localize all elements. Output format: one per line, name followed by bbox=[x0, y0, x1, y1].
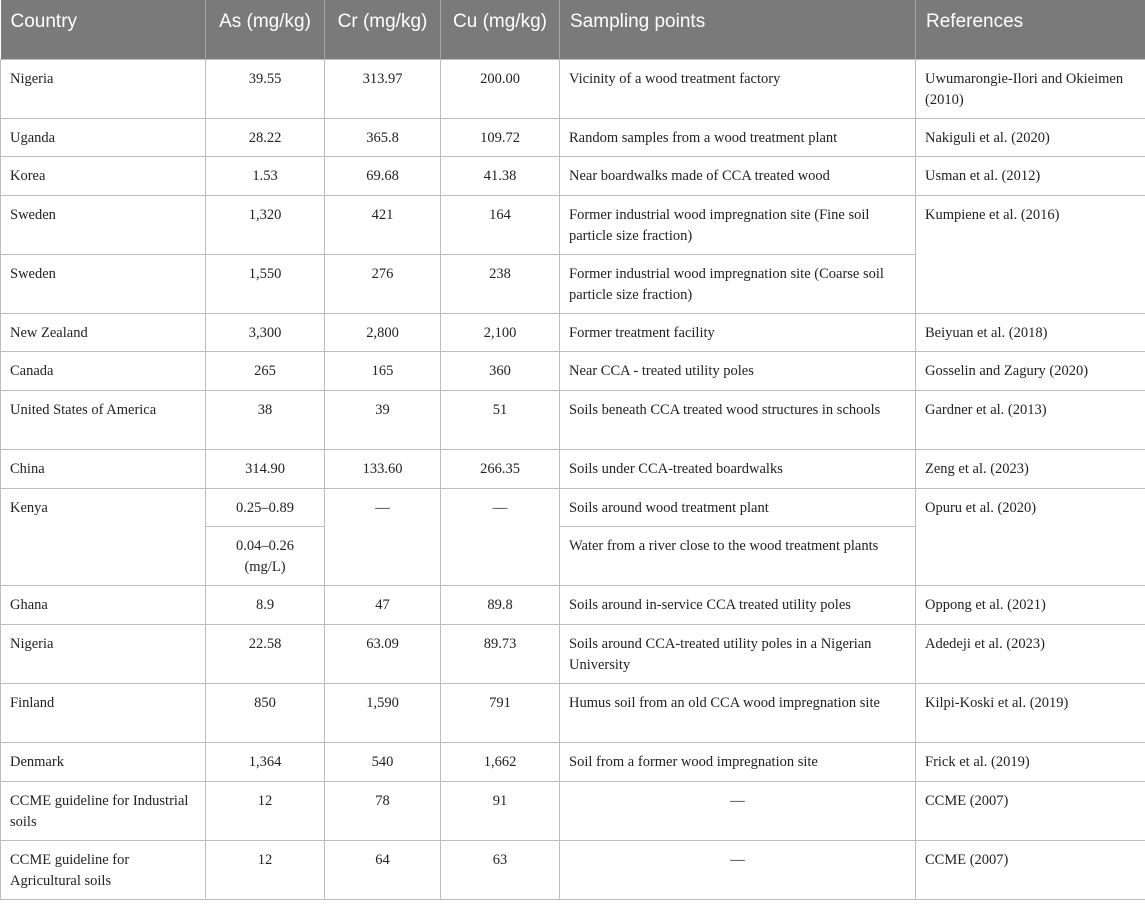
cell-country: Nigeria bbox=[1, 59, 206, 118]
cell-sampling: Former industrial wood impregnation site (Coarse soil particle size fraction) bbox=[560, 254, 916, 313]
cell-sampling: Soils around CCA-treated utility poles in a Nigerian University bbox=[560, 624, 916, 683]
cell-cu: 360 bbox=[441, 351, 560, 390]
cell-cu: — bbox=[441, 488, 560, 585]
cell-cr: 39 bbox=[325, 390, 441, 449]
cell-reference: Kilpi-Koski et al. (2019) bbox=[916, 683, 1145, 742]
cell-sampling: Soils beneath CCA treated wood structures in schools bbox=[560, 390, 916, 449]
cell-cu: 109.72 bbox=[441, 118, 560, 156]
cell-cu: 791 bbox=[441, 683, 560, 742]
cell-reference: Oppong et al. (2021) bbox=[916, 585, 1145, 624]
cell-reference: Usman et al. (2012) bbox=[916, 156, 1145, 195]
cell-cr: 421 bbox=[325, 195, 441, 254]
cell-cr: 276 bbox=[325, 254, 441, 313]
cell-reference: Nakiguli et al. (2020) bbox=[916, 118, 1145, 156]
cell-cu: 91 bbox=[441, 781, 560, 840]
cell-reference: CCME (2007) bbox=[916, 781, 1145, 840]
cell-as: 12 bbox=[206, 840, 325, 899]
cell-country: New Zealand bbox=[1, 313, 206, 351]
cell-as: 265 bbox=[206, 351, 325, 390]
cell-cr: 64 bbox=[325, 840, 441, 899]
cell-sampling: Random samples from a wood treatment plant bbox=[560, 118, 916, 156]
cell-country: Korea bbox=[1, 156, 206, 195]
cell-cr: 47 bbox=[325, 585, 441, 624]
cell-reference: Uwumarongie-Ilori and Okieimen (2010) bbox=[916, 59, 1145, 118]
cell-sampling: Soils around in-service CCA treated utility poles bbox=[560, 585, 916, 624]
cell-as: 1.53 bbox=[206, 156, 325, 195]
table-row bbox=[1, 585, 1145, 624]
cell-cu: 164 bbox=[441, 195, 560, 254]
cell-country: Ghana bbox=[1, 585, 206, 624]
cell-sampling: Former treatment facility bbox=[560, 313, 916, 351]
cell-country: Kenya bbox=[1, 488, 206, 585]
cell-country: China bbox=[1, 449, 206, 488]
cell-sampling: — bbox=[560, 781, 916, 840]
cell-country: Sweden bbox=[1, 195, 206, 254]
cell-as: 850 bbox=[206, 683, 325, 742]
table-row bbox=[1, 351, 1145, 390]
table-row bbox=[1, 313, 1145, 351]
cell-as: 1,364 bbox=[206, 742, 325, 781]
cell-cr: 2,800 bbox=[325, 313, 441, 351]
cell-cu: 2,100 bbox=[441, 313, 560, 351]
cell-country: United States of America bbox=[1, 390, 206, 449]
cell-reference: Gosselin and Zagury (2020) bbox=[916, 351, 1145, 390]
cell-country: Canada bbox=[1, 351, 206, 390]
header-country: Country bbox=[1, 0, 206, 59]
cell-country: Sweden bbox=[1, 254, 206, 313]
table-body bbox=[1, 59, 1145, 899]
cell-cu: 238 bbox=[441, 254, 560, 313]
cell-reference: Frick et al. (2019) bbox=[916, 742, 1145, 781]
cell-cu: 51 bbox=[441, 390, 560, 449]
table-row bbox=[1, 59, 1145, 118]
cell-reference: Opuru et al. (2020) bbox=[916, 488, 1145, 585]
cell-as: 39.55 bbox=[206, 59, 325, 118]
cell-reference: CCME (2007) bbox=[916, 840, 1145, 899]
header-references: References bbox=[916, 0, 1145, 59]
header-as: As (mg/kg) bbox=[206, 0, 325, 59]
table-row bbox=[1, 118, 1145, 156]
cell-country: CCME guideline for Industrial soils bbox=[1, 781, 206, 840]
cell-cr: 313.97 bbox=[325, 59, 441, 118]
cell-as: 12 bbox=[206, 781, 325, 840]
cell-cr: 133.60 bbox=[325, 449, 441, 488]
cell-cr: 165 bbox=[325, 351, 441, 390]
table-row bbox=[1, 156, 1145, 195]
cell-reference: Kumpiene et al. (2016) bbox=[916, 195, 1145, 313]
table-row bbox=[1, 742, 1145, 781]
cell-country: Denmark bbox=[1, 742, 206, 781]
cell-cu: 200.00 bbox=[441, 59, 560, 118]
cell-as: 1,550 bbox=[206, 254, 325, 313]
cell-cr: 63.09 bbox=[325, 624, 441, 683]
table-row bbox=[1, 781, 1145, 840]
cell-cu: 266.35 bbox=[441, 449, 560, 488]
cell-cr: 78 bbox=[325, 781, 441, 840]
cell-cr: 1,590 bbox=[325, 683, 441, 742]
table-row bbox=[1, 840, 1145, 899]
cell-cr: 540 bbox=[325, 742, 441, 781]
cell-as: 22.58 bbox=[206, 624, 325, 683]
cell-cu: 1,662 bbox=[441, 742, 560, 781]
cell-as: 1,320 bbox=[206, 195, 325, 254]
table-row bbox=[1, 488, 1145, 526]
cell-cr: 365.8 bbox=[325, 118, 441, 156]
cell-cr: — bbox=[325, 488, 441, 585]
cell-as: 0.25–0.89 bbox=[206, 488, 325, 526]
cell-as: 3,300 bbox=[206, 313, 325, 351]
table-row bbox=[1, 390, 1145, 449]
cell-cu: 41.38 bbox=[441, 156, 560, 195]
cell-country: Nigeria bbox=[1, 624, 206, 683]
cell-cu: 63 bbox=[441, 840, 560, 899]
cell-as: 8.9 bbox=[206, 585, 325, 624]
cell-as: 314.90 bbox=[206, 449, 325, 488]
cell-sampling: Soils under CCA-treated boardwalks bbox=[560, 449, 916, 488]
table-row bbox=[1, 449, 1145, 488]
cell-as: 38 bbox=[206, 390, 325, 449]
cell-as: 0.04–0.26 (mg/L) bbox=[206, 526, 325, 585]
cell-reference: Adedeji et al. (2023) bbox=[916, 624, 1145, 683]
cell-sampling: Soil from a former wood impregnation site bbox=[560, 742, 916, 781]
table-row bbox=[1, 195, 1145, 254]
cell-country: Uganda bbox=[1, 118, 206, 156]
cell-sampling: Vicinity of a wood treatment factory bbox=[560, 59, 916, 118]
cell-cu: 89.8 bbox=[441, 585, 560, 624]
cell-sampling: Near CCA - treated utility poles bbox=[560, 351, 916, 390]
cell-reference: Zeng et al. (2023) bbox=[916, 449, 1145, 488]
cell-sampling: Soils around wood treatment plant bbox=[560, 488, 916, 526]
cell-sampling: Water from a river close to the wood treatment plants bbox=[560, 526, 916, 585]
cell-sampling: Former industrial wood impregnation site (Fine soil particle size fraction) bbox=[560, 195, 916, 254]
table-row bbox=[1, 624, 1145, 683]
header-sampling-points: Sampling points bbox=[560, 0, 916, 59]
cell-cu: 89.73 bbox=[441, 624, 560, 683]
table-row bbox=[1, 683, 1145, 742]
cell-country: CCME guideline for Agricultural soils bbox=[1, 840, 206, 899]
cell-cr: 69.68 bbox=[325, 156, 441, 195]
cell-as: 28.22 bbox=[206, 118, 325, 156]
cell-sampling: Humus soil from an old CCA wood impregnation site bbox=[560, 683, 916, 742]
cell-reference: Beiyuan et al. (2018) bbox=[916, 313, 1145, 351]
table-header bbox=[1, 0, 1145, 59]
cell-country: Finland bbox=[1, 683, 206, 742]
header-cu: Cu (mg/kg) bbox=[441, 0, 560, 59]
cell-sampling: Near boardwalks made of CCA treated wood bbox=[560, 156, 916, 195]
cell-reference: Gardner et al. (2013) bbox=[916, 390, 1145, 449]
cell-sampling: — bbox=[560, 840, 916, 899]
header-cr: Cr (mg/kg) bbox=[325, 0, 441, 59]
